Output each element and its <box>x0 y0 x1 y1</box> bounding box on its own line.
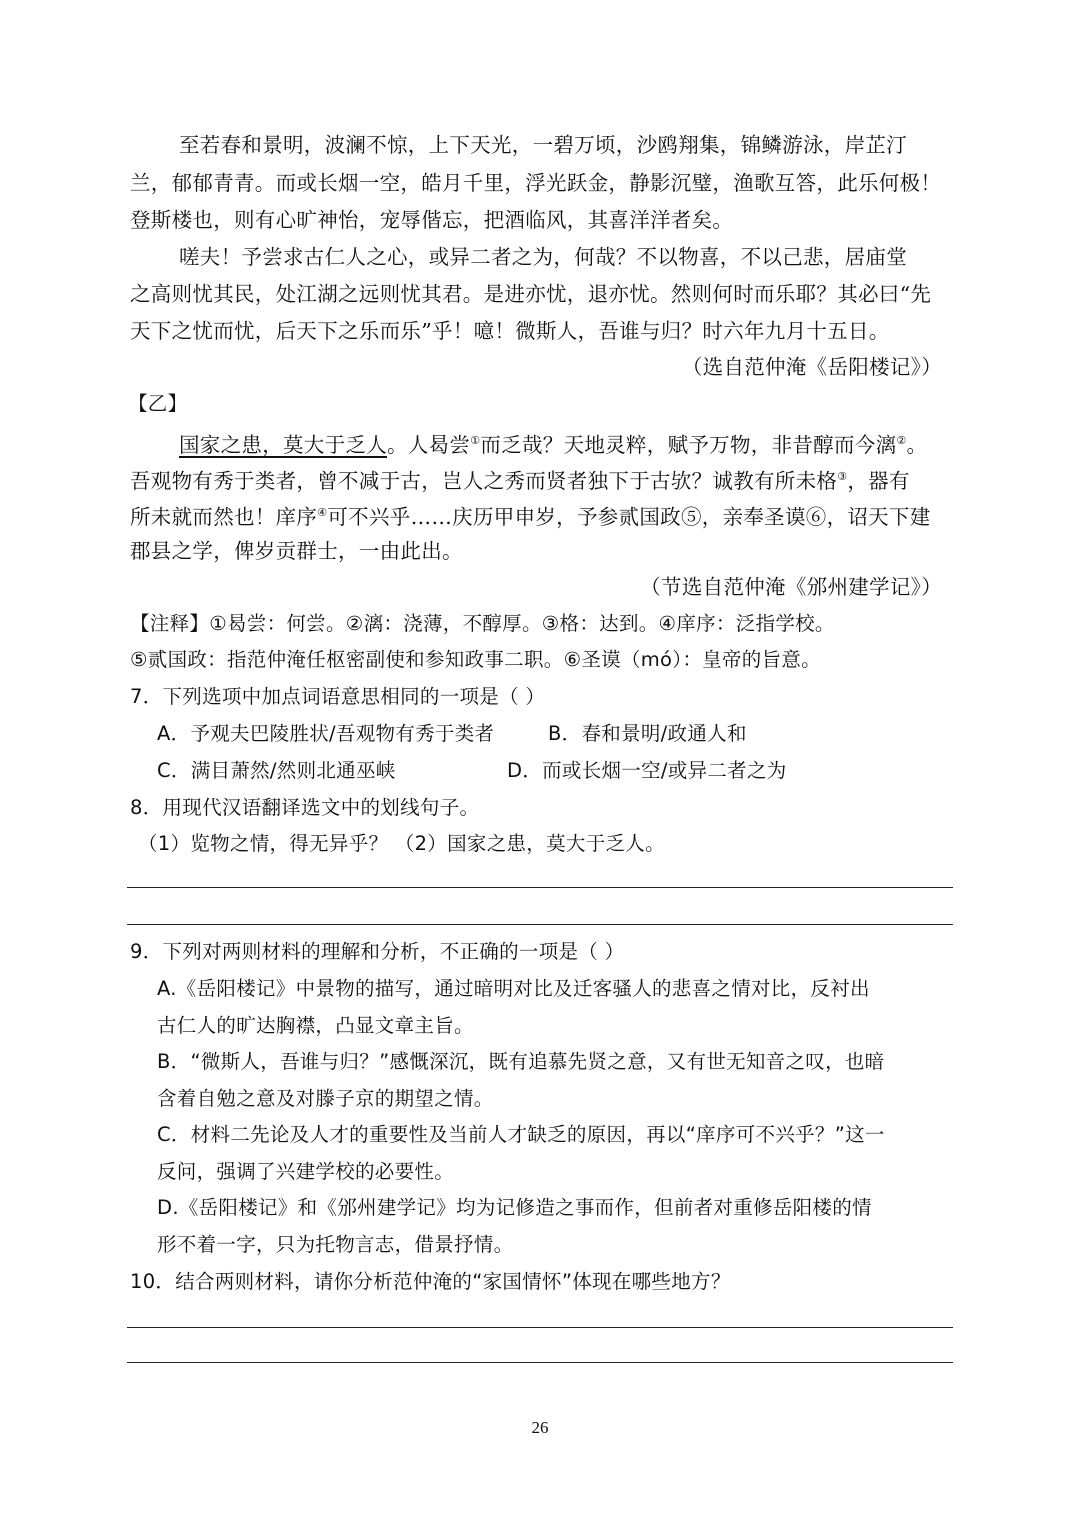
jia-line-3: 登斯楼也，则有心旷神怡，宠辱偕忘，把酒临风，其喜洋洋者矣。 <box>130 208 734 232</box>
q9-stem: 9．下列对两则材料的理解和分析，不正确的一项是（ ） <box>130 940 625 963</box>
q10-answer-line-2[interactable] <box>127 1362 953 1363</box>
yi-line-3-text-a: 所未就而然也！庠序 <box>130 504 318 529</box>
footnote-mark-1: ① <box>470 434 481 447</box>
q8-items: （1）览物之情，得无异乎？ （2）国家之患，莫大于乏人。 <box>138 832 665 855</box>
yi-line-1-text-a: 。人曷尝 <box>387 432 471 457</box>
yi-line-1-text-c: 。 <box>906 432 928 457</box>
yi-line-1 <box>179 427 927 459</box>
footnote-mark-2: ② <box>896 434 907 447</box>
q9-option-d-line-1: D.《岳阳楼记》和《邠州建学记》均为记修造之事而作，但前者对重修岳阳楼的情 <box>157 1196 872 1219</box>
q9-option-b-line-1: B．“微斯人，吾谁与归？”感慨深沉，既有追慕先贤之意，又有世无知音之叹，也暗 <box>157 1050 885 1073</box>
jia-line-4: 嗟夫！予尝求古仁人之心，或异二者之为，何哉？不以物喜，不以己悲，居庙堂 <box>179 245 907 269</box>
jia-line-2: 兰，郁郁青青。而或长烟一空，皓月千里，浮光跃金，静影沉璧，渔歌互答，此乐何极！ <box>130 171 942 195</box>
yi-line-2-text-a: 吾观物有秀于类者，曾不减于古，岂人之秀而贤者独下于古欤？诚教有所未格 <box>130 468 838 493</box>
yi-label: 【乙】 <box>128 392 188 415</box>
yi-line-2 <box>130 463 910 495</box>
q9-option-b-line-2: 含着自勉之意及对滕子京的期望之情。 <box>157 1087 494 1110</box>
yi-source: （节选自范仲淹《邠州建学记》） <box>640 575 942 599</box>
q7-option-a: A．予观夫巴陵胜状/吾观物有秀于类者 <box>157 722 495 745</box>
q9-option-a-line-1: A.《岳阳楼记》中景物的描写，通过暗明对比及迁客骚人的悲喜之情对比，反衬出 <box>157 977 870 1000</box>
q8-answer-line-1[interactable] <box>127 887 953 888</box>
yi-line-1-text-b: 而乏哉？天地灵粹，赋予万物，非昔醇而今漓 <box>480 432 897 457</box>
q7-option-d: D．而或长烟一空/或异二者之为 <box>507 759 787 782</box>
footnote-mark-3: ③ <box>837 470 848 483</box>
q8-answer-line-2[interactable] <box>127 924 953 925</box>
q9-option-a-line-2: 古仁人的旷达胸襟，凸显文章主旨。 <box>157 1014 474 1037</box>
underlined-sentence: 国家之患，莫大于乏人 <box>179 432 387 457</box>
q9-option-d-line-2: 形不着一字，只为托物言志，借景抒情。 <box>157 1233 514 1256</box>
notes-line-2: ⑤贰国政：指范仲淹任枢密副使和参知政事二职。⑥圣谟（mó）：皇帝的旨意。 <box>130 648 821 671</box>
jia-line-6: 天下之忧而忧，后天下之乐而乐”乎！噫！微斯人，吾谁与归？时六年九月十五日。 <box>130 319 890 343</box>
q7-option-b: B．春和景明/政通人和 <box>548 722 747 745</box>
q9-option-c-line-2: 反问，强调了兴建学校的必要性。 <box>157 1160 455 1183</box>
yi-line-4: 郡县之学，俾岁贡群士，一由此出。 <box>130 539 463 563</box>
jia-line-5: 之高则忧其民，处江湖之远则忧其君。是进亦忧，退亦忧。然则何时而乐耶？其必曰“先 <box>130 282 932 306</box>
q8-stem: 8．用现代汉语翻译选文中的划线句子。 <box>130 796 480 819</box>
notes-line-1: 【注释】①曷尝：何尝。②漓：浇薄，不醇厚。③格：达到。④庠序：泛指学校。 <box>130 612 835 635</box>
footnote-mark-4: ④ <box>317 506 328 519</box>
yi-line-3 <box>130 499 931 531</box>
yi-line-2-text-b: ，器有 <box>847 468 910 493</box>
q9-option-c-line-1: C．材料二先论及人才的重要性及当前人才缺乏的原因，再以“庠序可不兴乎？”这一 <box>157 1123 885 1146</box>
page-number: 26 <box>531 1418 549 1437</box>
jia-source: （选自范仲淹《岳阳楼记》） <box>681 355 942 379</box>
q7-stem: 7．下列选项中加点词语意思相同的一项是（ ） <box>130 685 546 708</box>
q7-option-c: C．满目萧然/然则北通巫峡 <box>157 759 396 782</box>
q10-stem: 10．结合两则材料，请你分析范仲淹的“家国情怀”体现在哪些地方？ <box>130 1270 731 1293</box>
q10-answer-line-1[interactable] <box>127 1327 953 1328</box>
yi-line-3-text-b: 可不兴乎……庆历甲申岁，予参贰国政⑤，亲奉圣谟⑥，诏天下建 <box>327 504 931 529</box>
jia-line-1: 至若春和景明，波澜不惊，上下天光，一碧万顷，沙鸥翔集，锦鳞游泳，岸芷汀 <box>179 133 907 157</box>
